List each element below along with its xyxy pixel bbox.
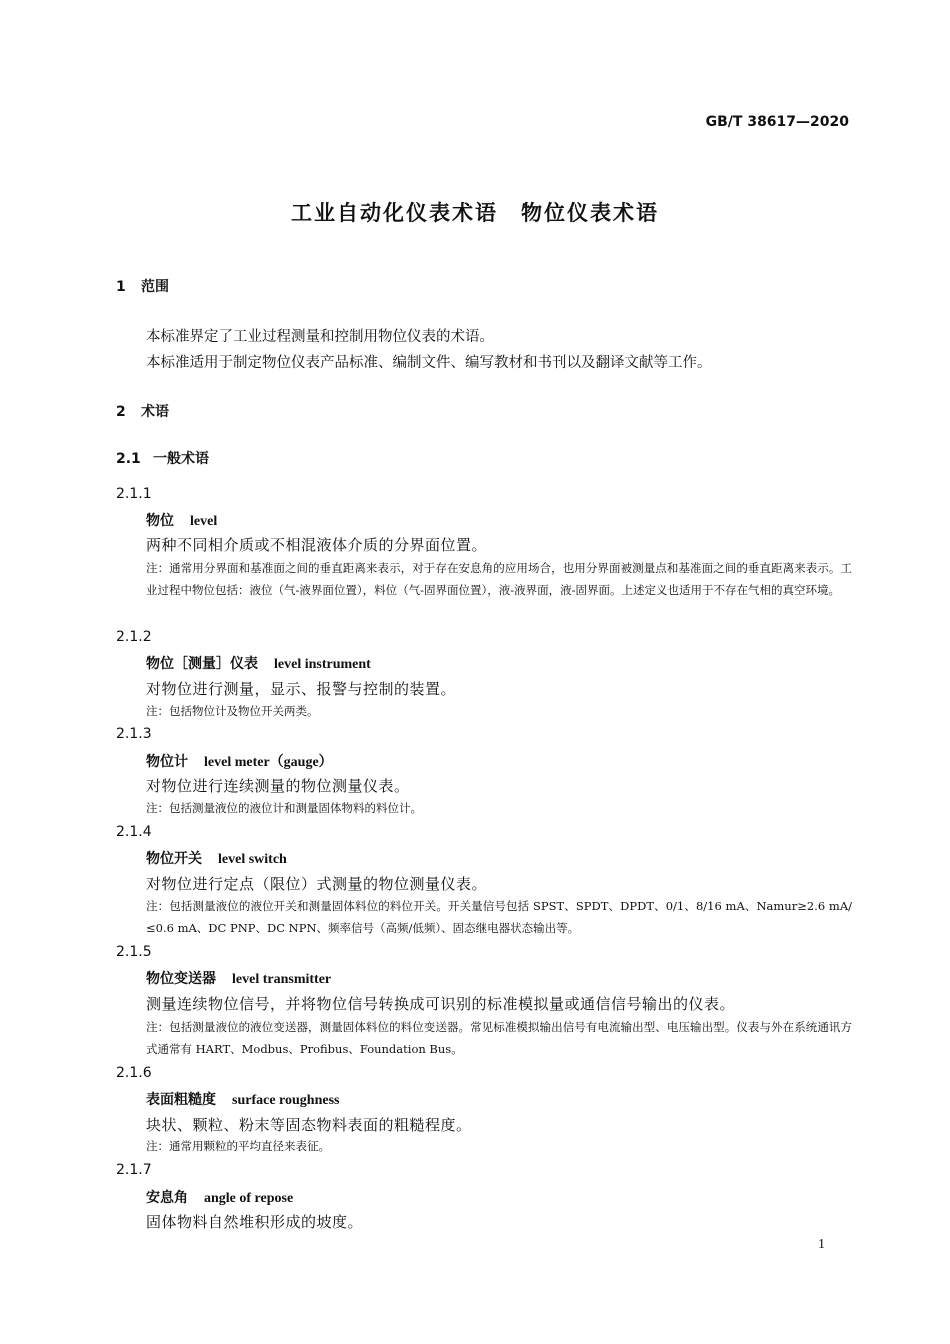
entry-note: 注：通常用颗粒的平均直径来表征。 [146, 1139, 330, 1153]
entry-number: 2.1.5 [116, 944, 152, 960]
page-number: 1 [818, 1237, 825, 1252]
term-english: level switch [218, 852, 287, 867]
entry-definition: 固体物料自然堆积形成的坡度。 [146, 1213, 364, 1231]
section-2-1-heading [116, 448, 209, 468]
entry-note: 注：包括测量液位的液位计和测量固体物料的料位计。 [146, 801, 422, 815]
entry-note: 注：通常用分界面和基准面之间的垂直距离来表示，对于存在安息角的应用场合，也用分界面被测量点和基准面之间的垂直距离来表示。工业过程中物位包括：液位（气-液界面位置），料位（气-固界面位置），液-液界面，液-固界面。上述定义也适用于不存在气相的真空环境。 [146, 561, 852, 597]
term-english: surface roughness [232, 1093, 340, 1108]
entry-number: 2.1.4 [116, 824, 152, 840]
entry-note: 注：包括测量液位的液位变送器，测量固体料位的料位变送器。常见标准模拟输出信号有电流输出型、电压输出型。仪表与外在系统通讯方式通常有 HART、Modbus、Profibus、Foundation Bus。 [146, 1020, 852, 1056]
entry-definition: 两种不同相介质或不相混液体介质的分界面位置。 [146, 536, 488, 554]
entry-term [146, 510, 217, 530]
term-chinese: 安息角 [146, 1190, 188, 1206]
section-title: 一般术语 [153, 451, 209, 467]
entry-number: 2.1.1 [116, 486, 152, 502]
entry-term [146, 653, 371, 673]
term-chinese: 表面粗糙度 [146, 1092, 216, 1108]
section-1-heading [116, 276, 169, 296]
entry-note: 注：包括测量液位的液位开关和测量固体料位的料位开关。开关量信号包括 SPST、SPDT、DPDT、0/1、8/16 mA、Namur≥2.6 mA/≤0.6 mA、DC PNP、DC NPN、频率信号（高频/低频）、固态继电器状态输出等。 [146, 899, 852, 935]
entry-number: 2.1.6 [116, 1065, 152, 1081]
entry-number: 2.1.2 [116, 629, 152, 645]
scope-paragraph-1: 本标准界定了工业过程测量和控制用物位仪表的术语。 [146, 329, 494, 345]
entry-definition: 对物位进行连续测量的物位测量仪表。 [146, 777, 410, 795]
term-english: level instrument [274, 657, 371, 672]
entry-definition: 对物位进行定点（限位）式测量的物位测量仪表。 [146, 875, 488, 893]
term-english: angle of repose [204, 1191, 294, 1206]
term-chinese: 物位［测量］仪表 [146, 656, 258, 672]
document-title: 工业自动化仪表术语 物位仪表术语 [291, 201, 659, 225]
entry-term [146, 1187, 293, 1207]
entry-term [146, 968, 331, 988]
entry-note: 注：包括物位计及物位开关两类。 [146, 704, 319, 718]
section-number: 2 [116, 404, 126, 420]
entry-definition: 块状、颗粒、粉末等固态物料表面的粗糙程度。 [146, 1116, 472, 1134]
entry-term [146, 1089, 339, 1109]
section-number: 2.1 [116, 451, 141, 467]
term-english: level [190, 514, 218, 529]
term-chinese: 物位 [146, 513, 174, 529]
term-english: level meter（gauge） [204, 755, 333, 770]
term-chinese: 物位计 [146, 754, 188, 770]
entry-term [146, 848, 287, 868]
section-title: 范围 [141, 279, 169, 295]
term-chinese: 物位开关 [146, 851, 202, 867]
entry-definition: 测量连续物位信号，并将物位信号转换成可识别的标准模拟量或通信信号输出的仪表。 [146, 995, 736, 1013]
entry-number: 2.1.7 [116, 1162, 152, 1178]
section-2-heading [116, 401, 169, 421]
standard-number: GB/T 38617—2020 [705, 114, 849, 130]
scope-paragraph-2: 本标准适用于制定物位仪表产品标准、编制文件、编写教材和书刊以及翻译文献等工作。 [146, 355, 712, 371]
section-title: 术语 [141, 404, 169, 420]
entry-term [146, 751, 333, 771]
entry-number: 2.1.3 [116, 726, 152, 742]
entry-definition: 对物位进行测量，显示、报警与控制的装置。 [146, 680, 457, 698]
section-number: 1 [116, 279, 126, 295]
term-english: level transmitter [232, 972, 332, 987]
term-chinese: 物位变送器 [146, 971, 216, 987]
